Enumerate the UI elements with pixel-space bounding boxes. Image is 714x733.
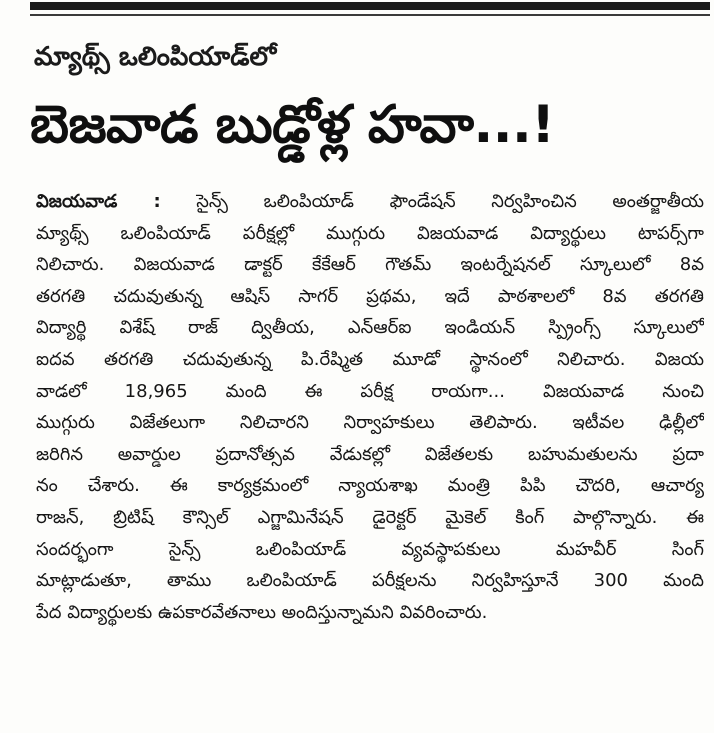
body-line: విద్యార్థి విశేష్ రాజ్ ద్వితీయ, ఎన్ఆర్ఐ ఇండియన్ స్ప్రింగ్స్ స్కూలులో — [36, 317, 704, 339]
kicker-headline: మ్యాథ్స్ ఒలింపియాడ్‌లో — [34, 42, 277, 72]
body-line: ముగ్గురు విజేతలుగా నిలిచారని నిర్వాహకులు తెలిపారు. ఇటీవల ఢిల్లీలో — [36, 412, 704, 434]
body-line: నిలిచారు. విజయవాడ డాక్టర్ కేకేఆర్ గౌతమ్ ఇంటర్నేషనల్ స్కూలులో 8వ — [36, 254, 704, 276]
body-line: మాట్లాడుతూ, తాము ఒలింపియాడ్ పరీక్షలను నిర్వహిస్తూనే 300 మంది — [36, 570, 704, 592]
top-rule-thin — [30, 14, 710, 16]
body-line: ఐదవ తరగతి చదువుతున్న పి.రేష్మిత మూడో స్థానంలో నిలిచారు. విజయ — [36, 348, 704, 370]
main-headline: బెజవాడ బుడ్డోళ్ల హవా...! — [30, 95, 555, 155]
body-line: వాడలో 18,965 మంది ఈ పరీక్ష రాయగా... విజయవాడ నుంచి — [36, 380, 704, 402]
article-body — [36, 186, 704, 628]
top-rule — [30, 2, 710, 10]
body-line: పేద విద్యార్థులకు ఉపకారవేతనాలు అందిస్తున్నామని వివరించారు. — [36, 601, 488, 623]
dateline: విజయవాడ : — [36, 191, 161, 212]
body-line: తరగతి చదువుతున్న ఆషిస్ సాగర్ ప్రథమ, ఇదే పాఠశాలలో 8వ తరగతి — [36, 285, 704, 307]
body-line: జరిగిన అవార్డుల ప్రదానోత్సవ వేడుకల్లో విజేతలకు బహుమతులను ప్రదా — [36, 443, 704, 465]
body-line: సందర్భంగా సైన్స్ ఒలింపియాడ్ వ్యవస్థాపకులు మహవీర్ సింగ్ — [36, 538, 704, 560]
body-line-text: సైన్స్ ఒలింపియాడ్ ఫౌండేషన్ నిర్వహించిన అంతర్జాతీయ — [196, 191, 704, 212]
body-line: రాజన్, బ్రిటిష్ కౌన్సిల్ ఎగ్జామినేషన్ డైరెక్టర్ మైకెల్ కింగ్ పాల్గొన్నారు. ఈ — [36, 506, 704, 528]
body-line: మ్యాథ్స్ ఒలింపియాడ్ పరీక్షల్లో ముగ్గురు విజయవాడ విద్యార్థులు టాపర్స్‌గా — [36, 222, 704, 244]
body-line: నం చేశారు. ఈ కార్యక్రమంలో న్యాయశాఖ మంత్రి పిపి చౌదరి, ఆచార్య — [36, 475, 704, 497]
body-line — [36, 186, 704, 218]
